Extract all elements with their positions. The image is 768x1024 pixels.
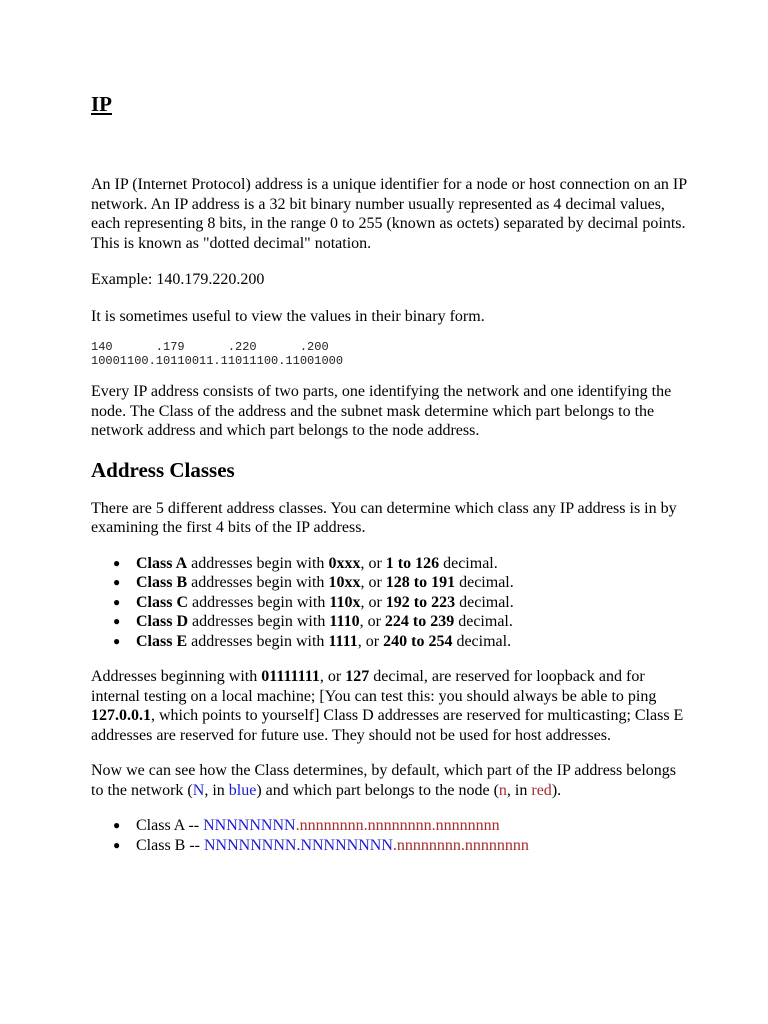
example-paragraph: Example: 140.179.220.200	[91, 271, 265, 288]
network-portion: NNNNNNNN.NNNNNNNN	[204, 836, 393, 854]
network-marker: N	[192, 781, 205, 799]
paragraph-text: , in	[204, 781, 229, 799]
list-text: decimal.	[439, 554, 498, 572]
paragraph-text: ).	[551, 781, 562, 799]
class-range: 1 to 126	[385, 554, 440, 572]
list-text: addresses begin with	[188, 593, 330, 611]
list-text: decimal.	[455, 574, 514, 591]
class-bits: 110x	[329, 593, 361, 611]
page-title: IP	[91, 92, 112, 116]
list-text: , or	[360, 593, 386, 611]
intro-paragraph: An IP (Internet Protocol) address is a unique identifier for a node or host connection on an IP network. An IP address is a 32 bit binary number usually represented as 4 decimal values, each representing 8 bits, in the range 0 to 255 (known as octets) separated by decimal points. This is known as "dotted decimal" notation.	[91, 176, 687, 252]
list-text: decimal.	[455, 593, 514, 611]
class-range: 240 to 254	[383, 632, 453, 650]
list-item	[113, 816, 691, 836]
bullet-icon: ●	[113, 555, 121, 570]
paragraph-text: Now we can see how the Class determines, by default, which part of the IP address belongs to the network (	[91, 762, 677, 799]
node-portion: .nnnnnnnn.nnnnnnnn.nnnnnnnn	[295, 817, 500, 834]
class-bits: 0xxx	[328, 554, 361, 572]
section-heading-address-classes: Address Classes	[91, 457, 235, 482]
class-bits: 1110	[329, 613, 360, 630]
bullet-icon: ●	[113, 818, 121, 832]
class-ranges-list	[91, 554, 691, 652]
bullet-icon: ●	[113, 837, 121, 852]
list-text: , or	[357, 632, 384, 650]
list-text: decimal.	[454, 613, 513, 630]
list-text: decimal.	[452, 632, 512, 650]
two-parts-paragraph: Every IP address consists of two parts, one identifying the network and one identifying the node. The Class of the address and the subnet mask determine which part belongs to the network address and which part belongs to the node address.	[91, 383, 672, 439]
binary-intro-paragraph: It is sometimes useful to view the values in their binary form.	[91, 307, 485, 325]
class-pattern-list	[91, 816, 691, 855]
loopback-bits: 01111111	[261, 668, 320, 685]
class-name: Class D	[136, 613, 189, 630]
list-text: , or	[360, 554, 386, 572]
list-text: addresses begin with	[187, 554, 329, 572]
paragraph-text: , which points to yourself] Class D addresses are reserved for multicasting; Class E addresses are reserved for future use. They should not be used for host addresses.	[91, 707, 684, 744]
list-text: addresses begin with	[187, 574, 329, 591]
paragraph-text: , or	[319, 668, 346, 685]
paragraph-text: decimal, are reserved for loopback and for internal testing on a local machine; [You can test this: you should always be able to ping	[91, 668, 657, 705]
class-name: Class E	[136, 632, 188, 650]
class-bits: 10xx	[328, 574, 361, 591]
pattern-label: Class A --	[136, 817, 204, 834]
list-text: , or	[359, 613, 385, 630]
pattern-label: Class B --	[136, 836, 204, 854]
list-item	[113, 554, 691, 574]
document-body	[91, 175, 691, 871]
binary-bits-line: 10001100.10110011.11011100.11001000	[91, 354, 344, 368]
node-marker: n	[498, 781, 507, 799]
class-range: 128 to 191	[385, 574, 456, 591]
class-name: Class A	[136, 554, 188, 572]
node-portion: .nnnnnnnn.nnnnnnnn	[392, 836, 529, 854]
list-text: addresses begin with	[188, 613, 330, 630]
bullet-icon: ●	[113, 575, 121, 589]
classes-intro-paragraph: There are 5 different address classes. You can determine which class any IP address is in by examining the first 4 bits of the IP address.	[91, 499, 677, 536]
blue-word: blue	[228, 781, 257, 799]
paragraph-text: Addresses beginning with	[91, 668, 262, 685]
bullet-icon: ●	[113, 633, 121, 648]
list-text: , or	[360, 574, 386, 591]
loopback-paragraph	[91, 667, 691, 745]
network-portion: NNNNNNNN	[203, 817, 296, 834]
binary-example-block	[91, 340, 691, 368]
list-item	[113, 612, 691, 632]
list-text: addresses begin with	[187, 632, 329, 650]
paragraph-text: , in	[506, 781, 532, 799]
bullet-icon: ●	[113, 594, 121, 609]
binary-decimal-line: 140 .179 .220 .200	[91, 340, 329, 354]
paragraph-text: ) and which part belongs to the node (	[256, 781, 499, 799]
list-item	[113, 836, 691, 856]
loopback-address: 127.0.0.1	[91, 707, 151, 724]
class-name: Class C	[136, 593, 189, 611]
class-range: 192 to 223	[385, 593, 456, 611]
list-item	[113, 593, 691, 613]
class-bits: 1111	[328, 632, 358, 650]
class-range: 224 to 239	[384, 613, 455, 630]
bullet-icon: ●	[113, 614, 121, 628]
class-name: Class B	[136, 574, 188, 591]
red-word: red	[531, 781, 552, 799]
network-node-paragraph	[91, 761, 691, 800]
loopback-decimal: 127	[345, 668, 370, 685]
list-item	[113, 632, 691, 652]
list-item	[113, 573, 691, 593]
